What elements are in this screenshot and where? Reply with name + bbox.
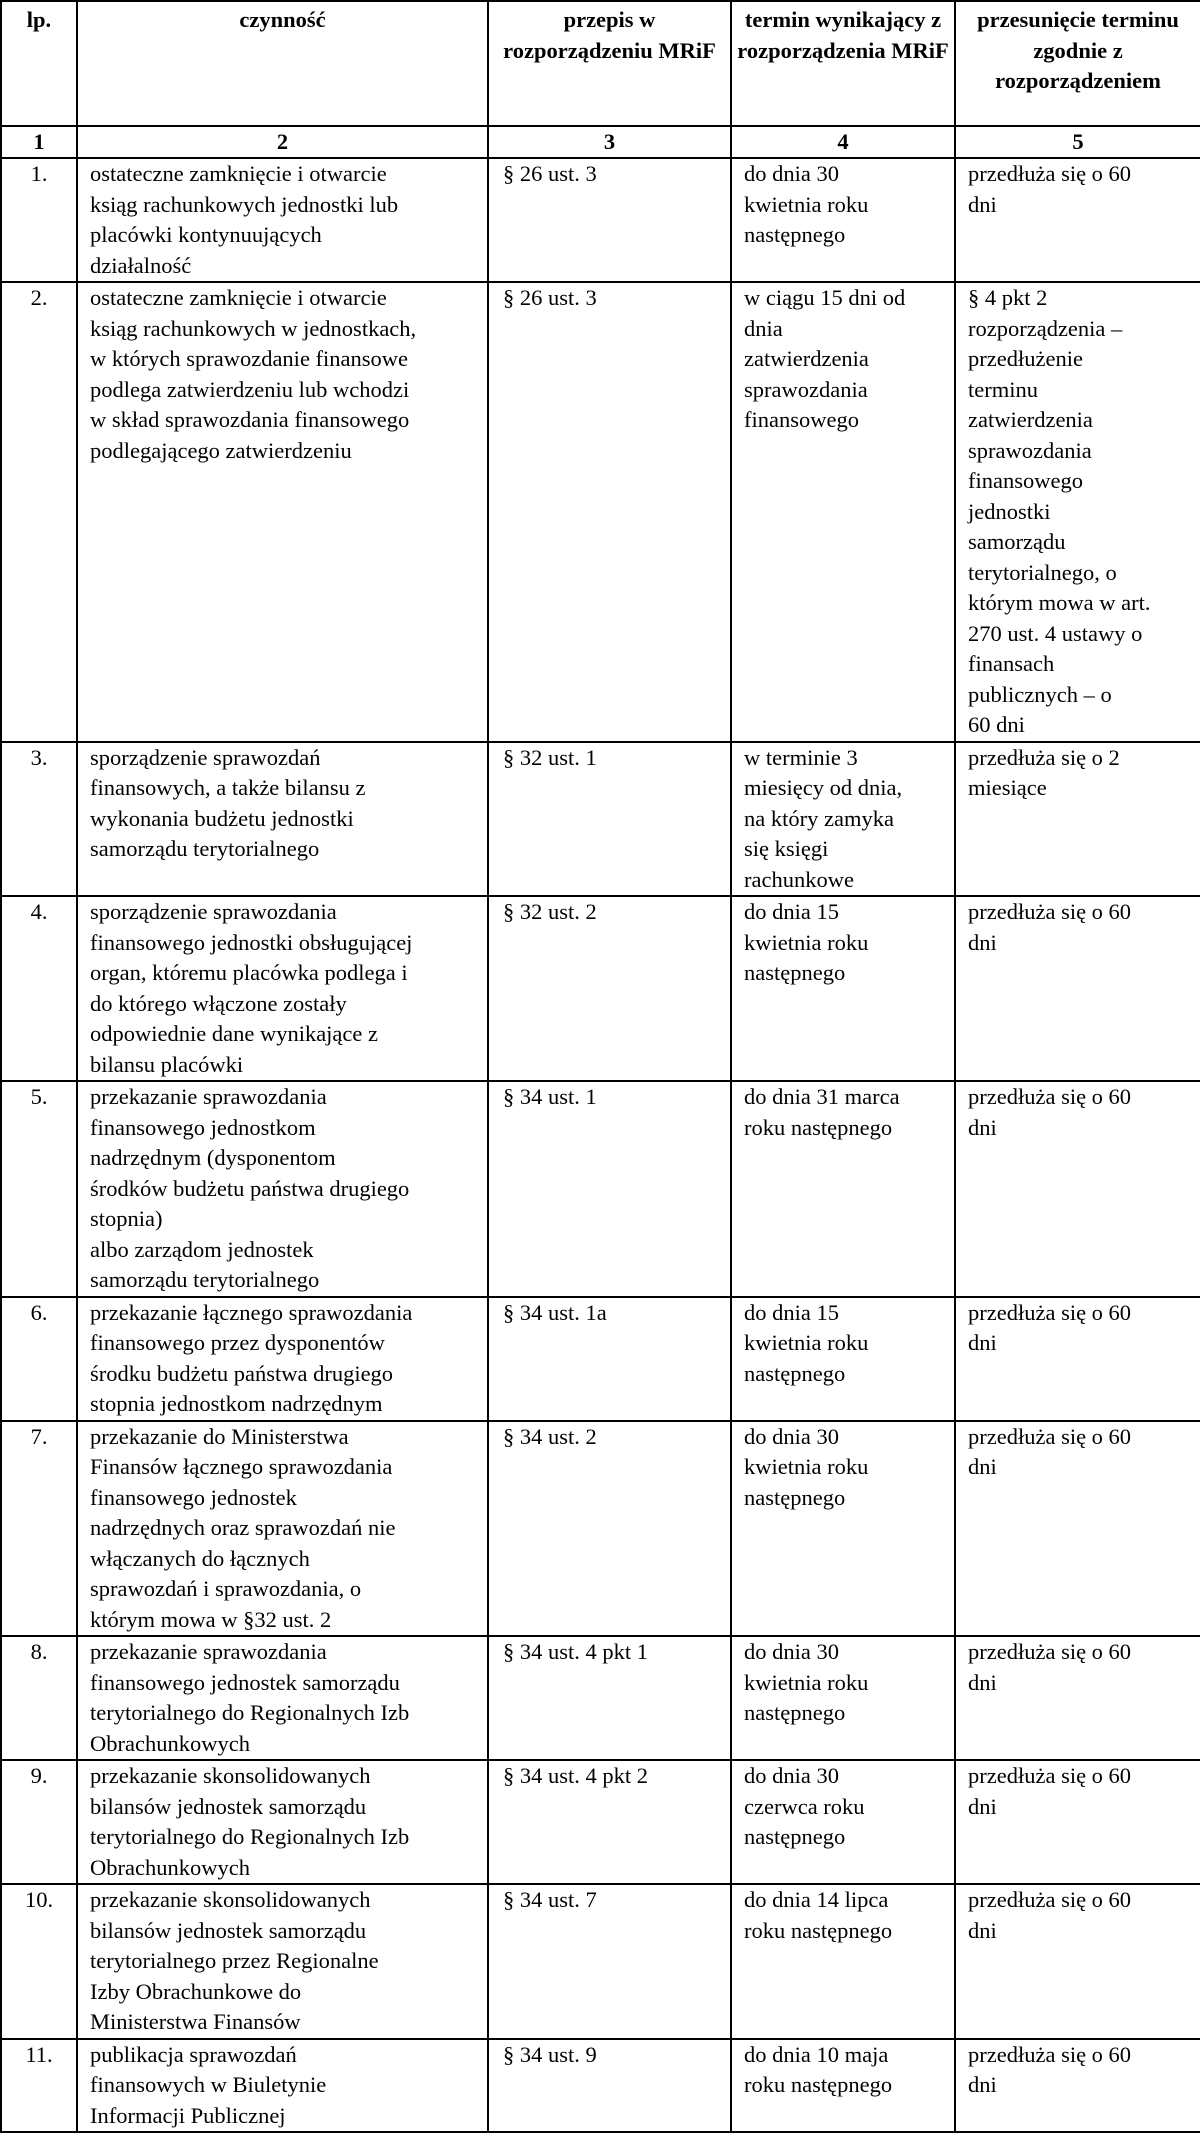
column-number: 1 <box>1 126 77 158</box>
cell-czynnosc: sporządzenie sprawozdania finansowego jednostki obsługującej organ, któremu placówka podlega i do którego włączone zostały odpowiednie dane wynikające z bilansu placówki <box>77 896 488 1081</box>
cell-lp: 7. <box>1 1421 77 1637</box>
cell-przesuniecie: § 4 pkt 2 rozporządzenia – przedłużenie terminu zatwierdzenia sprawozdania finansowego jednostki samorządu terytorialnego, o którym mowa w art. 270 ust. 4 ustawy o finansach publicznych – o 60 dni <box>955 282 1200 742</box>
cell-termin: do dnia 15 kwietnia roku następnego <box>731 1297 955 1421</box>
cell-termin: w terminie 3 miesięcy od dnia, na który zamyka się księgi rachunkowe <box>731 742 955 897</box>
cell-termin: do dnia 30 kwietnia roku następnego <box>731 158 955 282</box>
cell-termin: do dnia 30 kwietnia roku następnego <box>731 1636 955 1760</box>
table-row <box>1 282 1200 742</box>
header-czynnosc: czynność <box>77 1 488 126</box>
cell-przepis: § 34 ust. 1 <box>488 1081 731 1297</box>
table-row <box>1 1760 1200 1884</box>
cell-przepis: § 34 ust. 7 <box>488 1884 731 2039</box>
table-row <box>1 2039 1200 2133</box>
cell-lp: 3. <box>1 742 77 897</box>
cell-przepis: § 34 ust. 4 pkt 2 <box>488 1760 731 1884</box>
cell-lp: 4. <box>1 896 77 1081</box>
cell-przesuniecie: przedłuża się o 60 dni <box>955 1081 1200 1297</box>
cell-przepis: § 26 ust. 3 <box>488 158 731 282</box>
cell-czynnosc: przekazanie sprawozdania finansowego jednostek samorządu terytorialnego do Regionalnych Izb Obrachunkowych <box>77 1636 488 1760</box>
cell-termin: do dnia 14 lipca roku następnego <box>731 1884 955 2039</box>
cell-przesuniecie: przedłuża się o 60 dni <box>955 1884 1200 2039</box>
cell-lp: 9. <box>1 1760 77 1884</box>
column-number: 5 <box>955 126 1200 158</box>
table-row <box>1 896 1200 1081</box>
table-row <box>1 158 1200 282</box>
cell-lp: 1. <box>1 158 77 282</box>
cell-przesuniecie: przedłuża się o 60 dni <box>955 896 1200 1081</box>
header-przesuniecie: przesunięcie terminu zgodnie z rozporządzeniem <box>955 1 1200 126</box>
cell-przepis: § 34 ust. 2 <box>488 1421 731 1637</box>
cell-przepis: § 34 ust. 4 pkt 1 <box>488 1636 731 1760</box>
cell-termin: do dnia 10 maja roku następnego <box>731 2039 955 2133</box>
cell-lp: 2. <box>1 282 77 742</box>
cell-termin: do dnia 30 kwietnia roku następnego <box>731 1421 955 1637</box>
table-row <box>1 1884 1200 2039</box>
cell-czynnosc: przekazanie do Ministerstwa Finansów łącznego sprawozdania finansowego jednostek nadrzędnych oraz sprawozdań nie włączanych do łącznych sprawozdań i sprawozdania, o którym mowa w §32 ust. 2 <box>77 1421 488 1637</box>
column-number: 3 <box>488 126 731 158</box>
cell-czynnosc: sporządzenie sprawozdań finansowych, a także bilansu z wykonania budżetu jednostki samorządu terytorialnego <box>77 742 488 897</box>
cell-przepis: § 26 ust. 3 <box>488 282 731 742</box>
cell-lp: 11. <box>1 2039 77 2133</box>
cell-przepis: § 34 ust. 1a <box>488 1297 731 1421</box>
table-row <box>1 1297 1200 1421</box>
header-termin: termin wynikający z rozporządzenia MRiF <box>731 1 955 126</box>
cell-przesuniecie: przedłuża się o 2 miesiące <box>955 742 1200 897</box>
cell-przesuniecie: przedłuża się o 60 dni <box>955 1421 1200 1637</box>
cell-termin: do dnia 15 kwietnia roku następnego <box>731 896 955 1081</box>
table-row <box>1 742 1200 897</box>
cell-przesuniecie: przedłuża się o 60 dni <box>955 1636 1200 1760</box>
cell-przesuniecie: przedłuża się o 60 dni <box>955 2039 1200 2133</box>
cell-lp: 10. <box>1 1884 77 2039</box>
cell-lp: 8. <box>1 1636 77 1760</box>
cell-czynnosc: ostateczne zamknięcie i otwarcie ksiąg rachunkowych w jednostkach, w których sprawozdanie finansowe podlega zatwierdzeniu lub wchodzi w skład sprawozdania finansowego podlegającego zatwierdzeniu <box>77 282 488 742</box>
cell-czynnosc: przekazanie sprawozdania finansowego jednostkom nadrzędnym (dysponentom środków budżetu państwa drugiego stopnia) albo zarządom jednostek samorządu terytorialnego <box>77 1081 488 1297</box>
header-row <box>1 1 1200 126</box>
cell-przesuniecie: przedłuża się o 60 dni <box>955 158 1200 282</box>
cell-termin: do dnia 30 czerwca roku następnego <box>731 1760 955 1884</box>
cell-czynnosc: przekazanie skonsolidowanych bilansów jednostek samorządu terytorialnego do Regionalnych Izb Obrachunkowych <box>77 1760 488 1884</box>
cell-przepis: § 32 ust. 2 <box>488 896 731 1081</box>
cell-czynnosc: przekazanie skonsolidowanych bilansów jednostek samorządu terytorialnego przez Regionalne Izby Obrachunkowe do Ministerstwa Finansów <box>77 1884 488 2039</box>
cell-termin: w ciągu 15 dni od dnia zatwierdzenia sprawozdania finansowego <box>731 282 955 742</box>
header-przepis: przepis w rozporządzeniu MRiF <box>488 1 731 126</box>
cell-przepis: § 32 ust. 1 <box>488 742 731 897</box>
cell-przesuniecie: przedłuża się o 60 dni <box>955 1760 1200 1884</box>
table-row <box>1 1421 1200 1637</box>
cell-przesuniecie: przedłuża się o 60 dni <box>955 1297 1200 1421</box>
cell-czynnosc: przekazanie łącznego sprawozdania finansowego przez dysponentów środku budżetu państwa drugiego stopnia jednostkom nadrzędnym <box>77 1297 488 1421</box>
cell-lp: 5. <box>1 1081 77 1297</box>
cell-przepis: § 34 ust. 9 <box>488 2039 731 2133</box>
header-lp: lp. <box>1 1 77 126</box>
table-row <box>1 1636 1200 1760</box>
table-row <box>1 1081 1200 1297</box>
column-number-row <box>1 126 1200 158</box>
column-number: 2 <box>77 126 488 158</box>
column-number: 4 <box>731 126 955 158</box>
cell-termin: do dnia 31 marca roku następnego <box>731 1081 955 1297</box>
cell-czynnosc: publikacja sprawozdań finansowych w Biuletynie Informacji Publicznej <box>77 2039 488 2133</box>
cell-czynnosc: ostateczne zamknięcie i otwarcie ksiąg rachunkowych jednostki lub placówki kontynuujących działalność <box>77 158 488 282</box>
cell-lp: 6. <box>1 1297 77 1421</box>
